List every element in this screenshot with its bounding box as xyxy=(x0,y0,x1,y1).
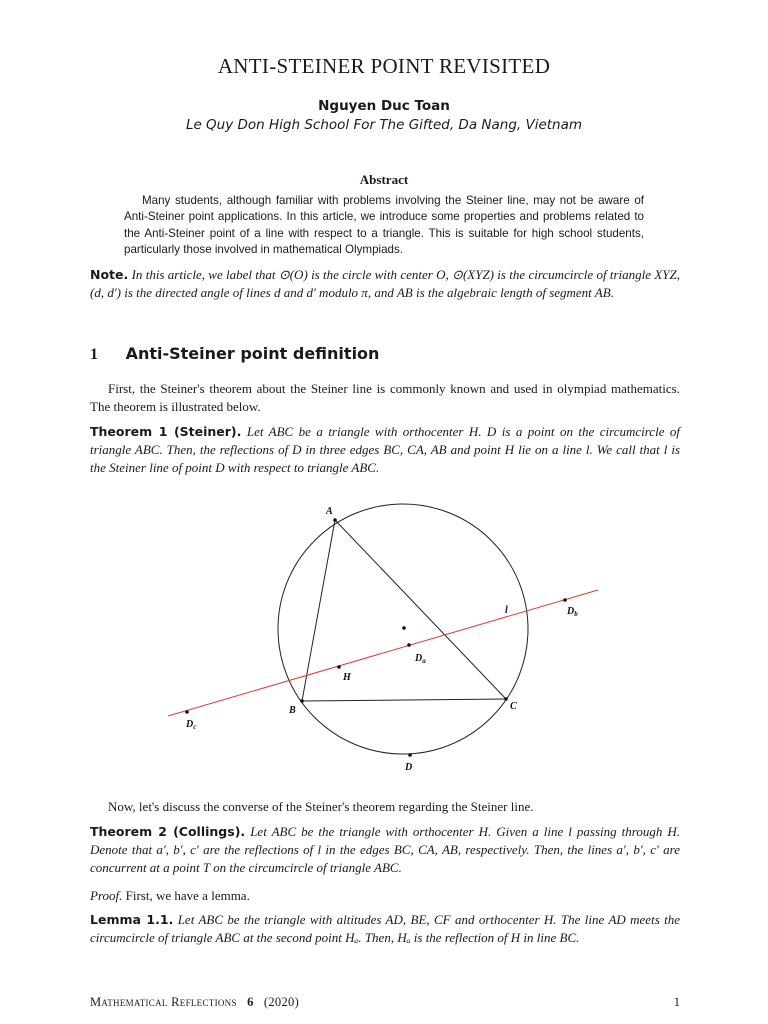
paper-title: ANTI-STEINER POINT REVISITED xyxy=(217,54,551,78)
side-ab xyxy=(302,520,335,701)
point-dc xyxy=(185,710,189,714)
label-c: C xyxy=(510,701,517,712)
label-db: $D_b$ xyxy=(567,606,578,618)
label-h: H xyxy=(343,672,351,683)
theorem-2-label: Theorem 2 (Collings). xyxy=(90,824,246,839)
section-intro: First, the Steiner's theorem about the Steiner line is commonly known and used in olympiad mathematics. The theorem is illustrated below. xyxy=(90,381,680,414)
label-dc: $D_c$ xyxy=(186,719,197,731)
label-l: l xyxy=(505,605,508,616)
abstract-body: Many students, although familiar with problems involving the Steiner line, may not be aware of Anti-Steiner point applications. In this article, we introduce some properties and problems related to the Anti-Steiner point of a line with respect to a triangle. This is suitable for high school students, particularly those involved in mathematical Olympiads. xyxy=(124,194,644,256)
author-affiliation: Le Quy Don High School For The Gifted, Da Nang, Vietnam xyxy=(185,117,583,133)
label-a: A xyxy=(326,506,333,517)
footer-year: (2020) xyxy=(263,995,300,1009)
point-o xyxy=(402,626,406,630)
lemma-text: Let ABC be the triangle with altitudes AD, BE, CF and orthocenter H. The line AD meets the circumcircle of triangle ABC at the second point Hₐ. Then, Hₐ is the reflection of H in line BC. xyxy=(90,912,681,945)
proof-label: Proof. xyxy=(90,888,123,903)
theorem-2 xyxy=(90,823,680,877)
label-da: $D_a$ xyxy=(415,653,426,665)
theorem-1-label: Theorem 1 (Steiner). xyxy=(90,424,242,439)
footer-journal xyxy=(90,995,299,1010)
note-label: Note. xyxy=(90,267,129,282)
point-da xyxy=(407,643,411,647)
note-text: In this article, we label that ⊙(O) is the circle with center O, ⊙(XYZ) is the circumcircle of triangle XYZ, (d, d′) is the directed angle of lines d and d′ modulo π, and AB is the algebraic length of segment AB. xyxy=(90,267,681,300)
footer-journal-name: Mathematical Reflections xyxy=(90,995,237,1009)
proof-text: First, we have a lemma. xyxy=(125,888,250,903)
footer-issue: 6 xyxy=(247,995,254,1009)
lemma-label: Lemma 1.1. xyxy=(90,912,174,927)
point-b xyxy=(300,699,304,703)
theorem-1-text: Let ABC be a triangle with orthocenter H. D is a point on the circumcircle of triangle ABC. Then, the reflections of D in three edges BC, CA, AB and point H lie on a line l. We call that l is the Steiner line of point D with respect to triangle ABC. xyxy=(90,424,681,475)
section-number: 1 xyxy=(90,346,98,363)
author-name: Nguyen Duc Toan xyxy=(318,98,450,114)
point-db xyxy=(563,598,567,602)
point-d xyxy=(408,753,412,757)
converse-paragraph: Now, let's discuss the converse of the Steiner's theorem regarding the Steiner line. xyxy=(108,799,534,814)
side-bc xyxy=(302,699,506,701)
label-b: B xyxy=(289,705,296,716)
abstract-heading: Abstract xyxy=(359,172,409,187)
theorem-2-text: Let ABC be the triangle with orthocenter H. Given a line l passing through H. Denote that a′, b′, c′ are the reflections of l in the edges BC, CA, AB, respectively. Then, the lines a′, b′, c′ are concurrent at a point T on the circumcircle of triangle ABC. xyxy=(90,824,681,875)
section-title: Anti-Steiner point definition xyxy=(125,344,380,363)
point-a xyxy=(333,518,337,522)
point-c xyxy=(504,697,508,701)
side-ac xyxy=(335,520,506,699)
point-h xyxy=(337,665,341,669)
proof-paragraph xyxy=(90,887,680,905)
page-number: 1 xyxy=(673,995,680,1009)
label-d: D xyxy=(405,762,413,773)
steiner-line xyxy=(168,590,598,716)
lemma-1-1 xyxy=(90,911,680,947)
